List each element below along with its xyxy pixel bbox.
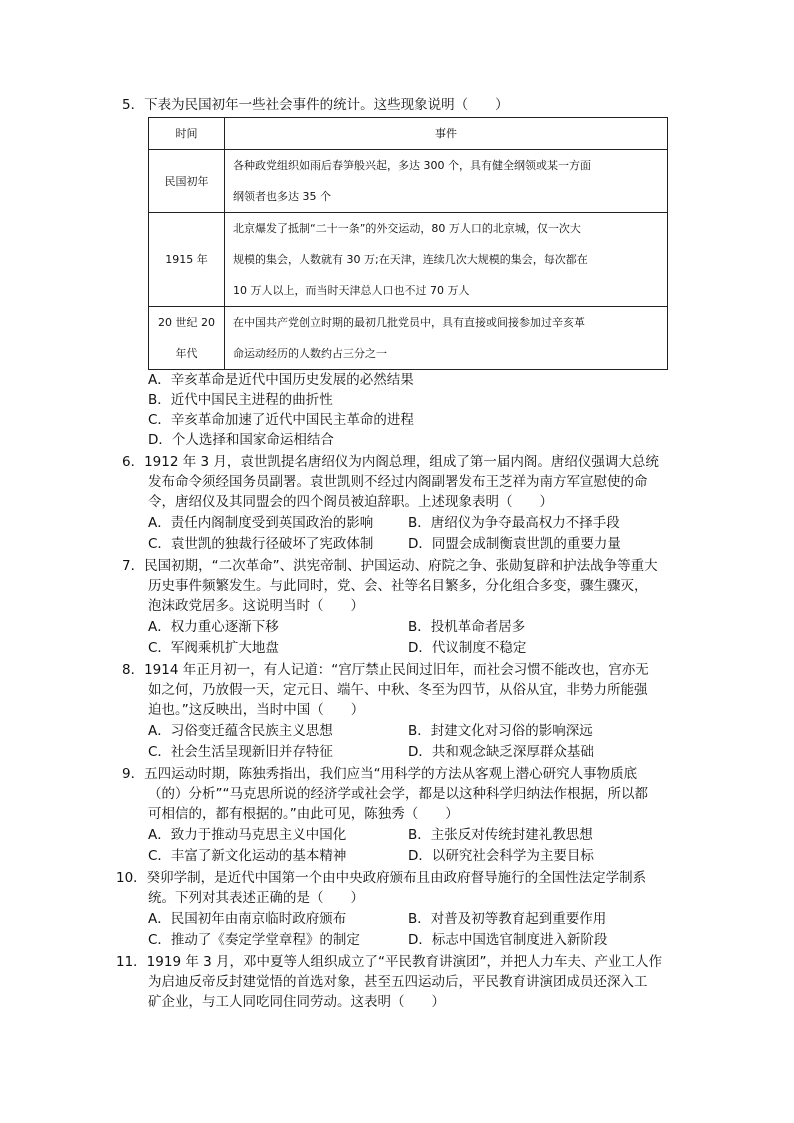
q7-option-d[interactable]: D．代议制度不稳定 — [408, 640, 527, 656]
q9-option-b[interactable]: B．主张反对传统封建礼教思想 — [408, 827, 593, 843]
q6-option-d[interactable]: D．同盟会成制衡袁世凯的重要力量 — [408, 536, 621, 552]
q5-option-d[interactable]: D．个人选择和国家命运相结合 — [148, 432, 334, 448]
q9-stem-line: （的）分析”“马克思所说的经济学或社会学，都是以这种科学归纳法作根据，所以都 — [148, 786, 648, 802]
row3-event: 在中国共产党创立时期的最初几批党员中，具有直接或间接参加过辛亥革 命运动经历的人数约占三分之一 — [225, 307, 668, 370]
q6-option-c[interactable]: C．袁世凯的独裁行径破坏了宪政体制 — [148, 536, 374, 552]
q8-stem-line: 如之何，乃放假一天，定元日、端午、中秋、冬至为四节，从俗从宜，非势力所能强 — [148, 682, 648, 698]
q5-option-a[interactable]: A．辛亥革命是近代中国历史发展的必然结果 — [148, 372, 414, 388]
q5-option-c[interactable]: C．辛亥革命加速了近代中国民主革命的进程 — [148, 412, 414, 428]
q5-stem: 5．下表为民国初年一些社会事件的统计。这些现象说明（ ） — [122, 97, 509, 113]
q9-stem-line: 可相信的，都有根据的。”由此可见，陈独秀（ ） — [148, 806, 459, 822]
q9-option-c[interactable]: C．丰富了新文化运动的基本精神 — [148, 848, 347, 864]
header-event: 事件 — [225, 118, 668, 150]
q8-option-c[interactable]: C．社会生活呈现新旧并存特征 — [148, 744, 333, 760]
row2-time: 1915 年 — [149, 213, 225, 307]
row1-time: 民国初年 — [149, 150, 225, 213]
table-header-row — [149, 118, 668, 150]
q5-event-table — [148, 117, 668, 370]
q9-option-d[interactable]: D．以研究社会科学为主要目标 — [408, 848, 594, 864]
q10-option-d[interactable]: D．标志中国选官制度进入新阶段 — [408, 932, 608, 948]
q9-stem-line: 9．五四运动时期，陈独秀指出，我们应当“用科学的方法从客观上潜心研究人事物质底 — [122, 766, 638, 782]
table-row — [149, 307, 668, 370]
header-time: 时间 — [149, 118, 225, 150]
q7-stem-line: 历史事件频繁发生。与此同时，党、会、社等名目繁多，分化组合多变，骤生骤灭， — [148, 578, 648, 594]
q8-stem-line: 迫也。”这反映出，当时中国（ ） — [148, 702, 365, 718]
q10-option-c[interactable]: C．推动了《奏定学堂章程》的制定 — [148, 932, 360, 948]
q8-stem-line: 8．1914 年正月初一，有人记道：“宫厅禁止民间过旧年，而社会习惯不能改也，宫亦无 — [122, 662, 649, 678]
row3-time: 20 世纪 20 年代 — [149, 307, 225, 370]
q7-stem-line: 泡沫政党居多。这说明当时（ ） — [148, 598, 364, 614]
q10-option-a[interactable]: A．民国初年由南京临时政府颁布 — [148, 911, 347, 927]
q8-option-b[interactable]: B．封建文化对习俗的影响深远 — [408, 723, 593, 739]
table-row — [149, 150, 668, 213]
q11-stem-line: 矿企业，与工人同吃同住同劳动。这表明（ ） — [148, 994, 445, 1010]
q6-stem-line: 令，唐绍仪及其同盟会的四个阁员被迫辞职。上述现象表明（ ） — [148, 494, 553, 510]
q6-option-a[interactable]: A．责任内阁制度受到英国政治的影响 — [148, 515, 374, 531]
q10-option-b[interactable]: B．对普及初等教育起到重要作用 — [408, 911, 607, 927]
q9-option-a[interactable]: A．致力于推动马克思主义中国化 — [148, 827, 347, 843]
q11-stem-line: 11．1919 年 3 月，邓中夏等人组织成立了“平民教育讲演团”，并把人力车夫、产业工人作 — [116, 954, 662, 970]
q6-option-b[interactable]: B．唐绍仪为争夺最高权力不择手段 — [408, 515, 620, 531]
q10-stem-line: 统。下列对其表述正确的是（ ） — [148, 890, 364, 906]
table-row — [149, 213, 668, 307]
q7-option-b[interactable]: B．投机革命者居多 — [408, 619, 526, 635]
q5-option-b[interactable]: B．近代中国民主进程的曲折性 — [148, 392, 333, 408]
row1-event: 各种政党组织如雨后春笋般兴起，多达 300 个，具有健全纲领或某一方面 纲领者也多达 35 个 — [225, 150, 668, 213]
q6-stem-line: 发布命令须经国务员副署。袁世凯则不经过内阁副署发布王芝祥为南方军宣慰使的命 — [148, 474, 648, 490]
q7-stem-line: 7．民国初期，“二次革命”、洪宪帝制、护国运动、府院之争、张勋复辟和护法战争等重大 — [122, 558, 658, 574]
q8-option-a[interactable]: A．习俗变迁蕴含民族主义思想 — [148, 723, 333, 739]
q7-option-a[interactable]: A．权力重心逐渐下移 — [148, 619, 279, 635]
q11-stem-line: 为启迪反帝反封建觉悟的首选对象，甚至五四运动后，平民教育讲演团成员还深入工 — [148, 974, 648, 990]
q10-stem-line: 10．癸卯学制，是近代中国第一个由中央政府颁布且由政府督导施行的全国性法定学制系 — [116, 870, 647, 886]
q8-option-d[interactable]: D．共和观念缺乏深厚群众基础 — [408, 744, 594, 760]
q6-stem-line: 6．1912 年 3 月，袁世凯提名唐绍仪为内阁总理，组成了第一届内阁。唐绍仪强调大总统 — [122, 454, 659, 470]
row2-event: 北京爆发了抵制“二十一条”的外交运动，80 万人口的北京城，仅一次大 规模的集会，人数就有 30 万;在天津，连续几次大规模的集会，每次都在 10 万人以上，而当时天津总人口也不过 70 万人 — [225, 213, 668, 307]
q7-option-c[interactable]: C．军阀乘机扩大地盘 — [148, 640, 279, 656]
